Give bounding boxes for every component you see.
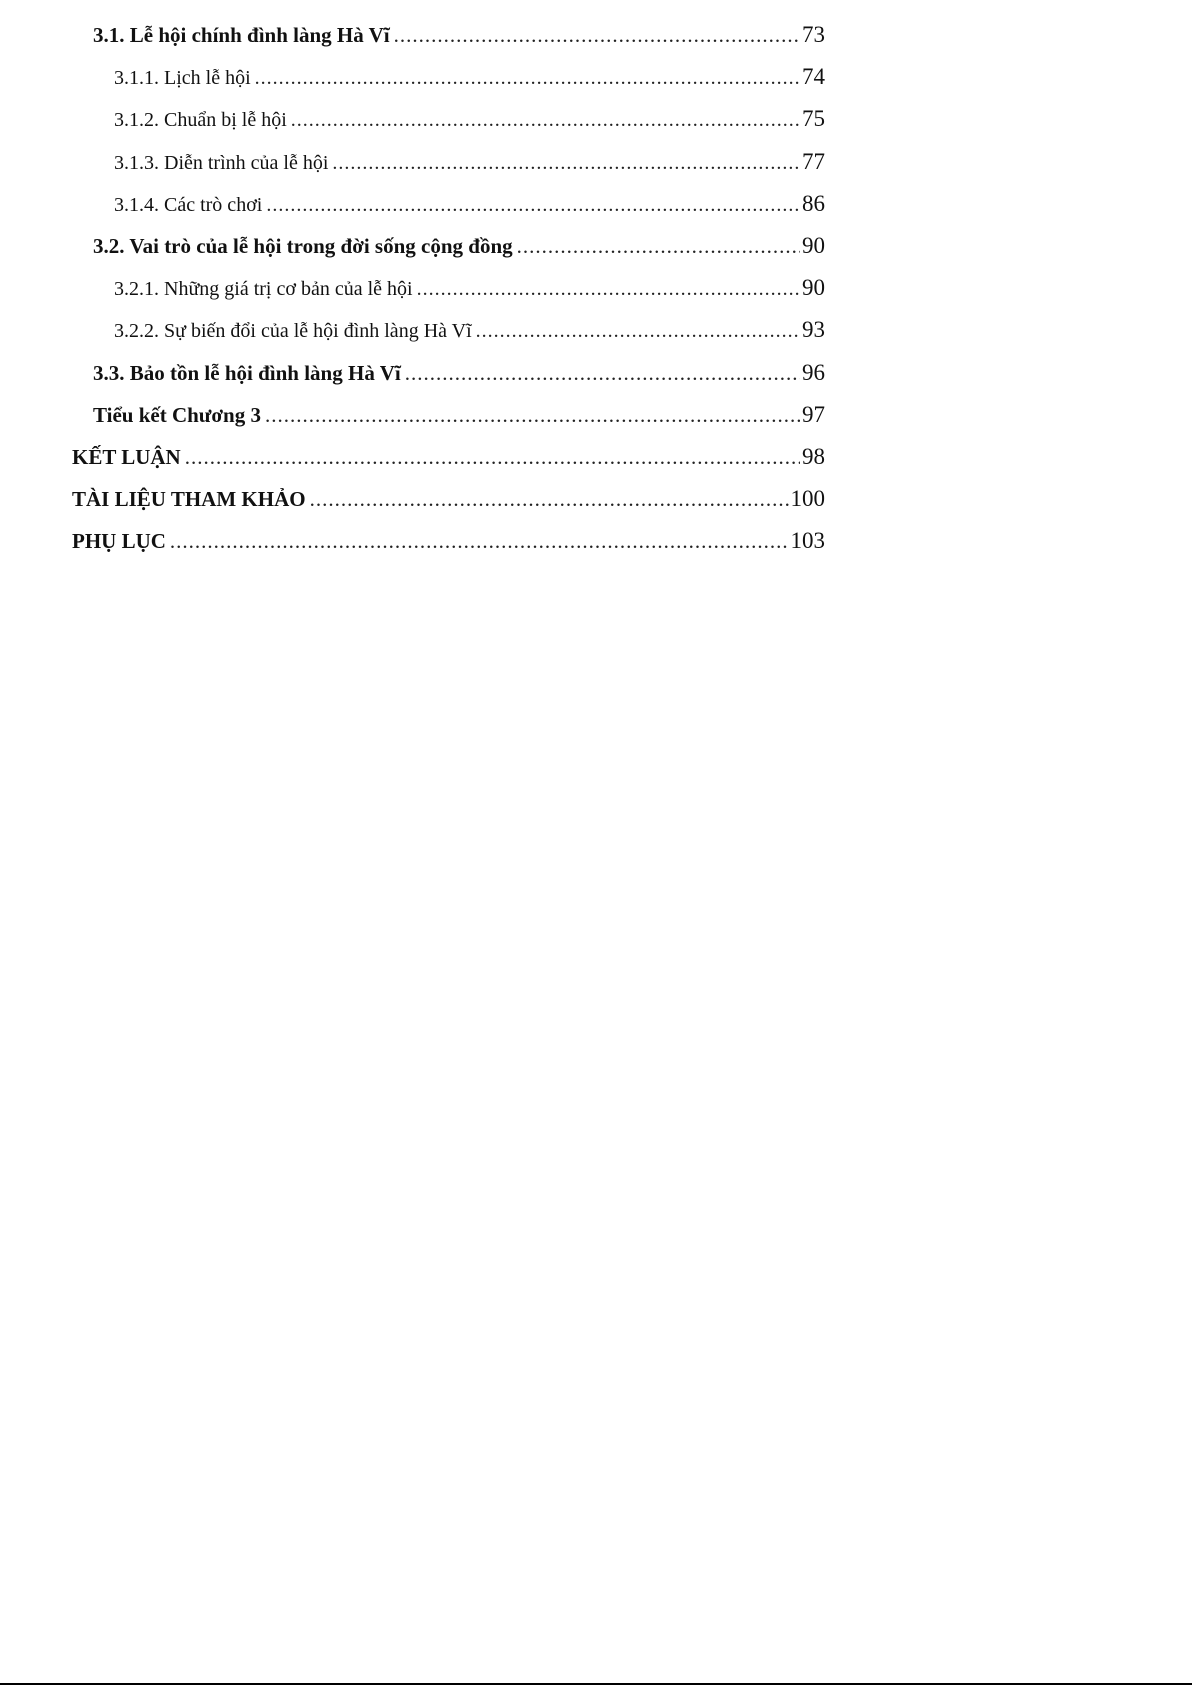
toc-dot-leader: [266, 188, 800, 222]
toc-entry-page: 93: [802, 317, 825, 342]
toc-entry-page: 96: [802, 360, 825, 385]
toc-dot-leader: [170, 524, 789, 558]
toc-entry-3-1-3: [114, 145, 825, 179]
toc-entry-page: 77: [802, 149, 825, 174]
toc-entry-3-3: [93, 356, 825, 390]
toc-entry-chapter3-summary: [93, 398, 825, 432]
toc-entry-3-2-1: [114, 271, 825, 305]
toc-entry-title: 3.3. Bảo tồn lễ hội đình làng Hà Vĩ: [93, 361, 401, 385]
toc-entry-title: 3.2. Vai trò của lễ hội trong đời sống cộng đồng: [93, 234, 513, 258]
toc-dot-leader: [476, 314, 800, 348]
toc-entry-title: KẾT LUẬN: [72, 445, 181, 469]
toc-dot-leader: [394, 18, 800, 52]
toc-entry-references: [72, 482, 825, 516]
toc-dot-leader: [291, 103, 800, 137]
toc-entry-title: Tiểu kết Chương 3: [93, 403, 261, 427]
toc-dot-leader: [265, 398, 800, 432]
toc-entry-3-1-4: [114, 187, 825, 221]
toc-entry-page: 90: [802, 233, 825, 258]
toc-entry-page: 100: [790, 486, 825, 511]
toc-entry-page: 75: [802, 106, 825, 131]
toc-entry-title: 3.1.1. Lịch lễ hội: [114, 67, 251, 89]
toc-dot-leader: [310, 482, 789, 516]
toc-entry-title: 3.1.3. Diễn trình của lễ hội: [114, 152, 329, 174]
toc-entry-page: 98: [802, 444, 825, 469]
toc-entry-page: 103: [790, 528, 825, 553]
toc-entry-page: 74: [802, 64, 825, 89]
toc-entry-title: 3.1. Lễ hội chính đình làng Hà Vĩ: [93, 23, 390, 47]
toc-entry-page: 86: [802, 191, 825, 216]
toc-entry-title: 3.2.2. Sự biến đổi của lễ hội đình làng Hà Vĩ: [114, 320, 472, 342]
toc-entry-3-1: [93, 18, 825, 52]
toc-entry-conclusion: [72, 440, 825, 474]
toc-entry-title: TÀI LIỆU THAM KHẢO: [72, 487, 306, 511]
toc-entry-page: 73: [802, 22, 825, 47]
toc-entry-3-2-2: [114, 313, 825, 347]
toc-dot-leader: [417, 272, 800, 306]
toc-dot-leader: [405, 356, 800, 390]
toc-entry-title: 3.1.4. Các trò chơi: [114, 194, 263, 216]
toc-dot-leader: [255, 61, 800, 95]
toc-entry-title: PHỤ LỤC: [72, 529, 166, 553]
toc-entry-3-1-1: [114, 60, 825, 94]
toc-entry-title: 3.1.2. Chuẩn bị lễ hội: [114, 109, 287, 131]
toc-dot-leader: [517, 229, 800, 263]
toc-dot-leader: [332, 146, 800, 180]
toc-entry-appendix: [72, 524, 825, 558]
toc-entry-3-1-2: [114, 102, 825, 136]
toc-dot-leader: [185, 440, 800, 474]
toc-entry-3-2: [93, 229, 825, 263]
toc-entry-title: 3.2.1. Những giá trị cơ bản của lễ hội: [114, 278, 413, 300]
toc-entry-page: 97: [802, 402, 825, 427]
toc-entry-page: 90: [802, 275, 825, 300]
